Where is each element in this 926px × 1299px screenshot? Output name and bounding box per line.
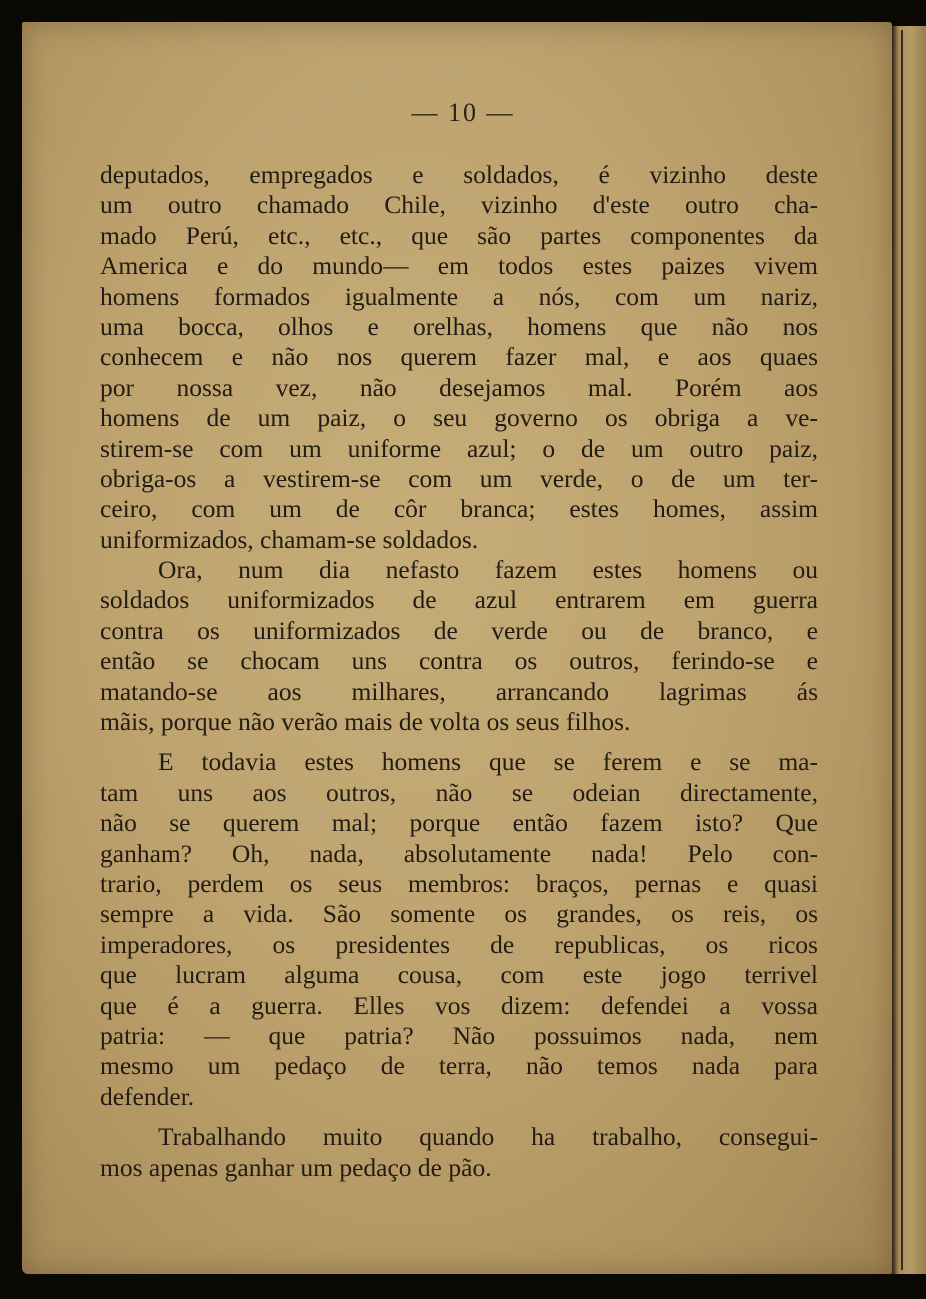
text-line: então se chocam uns contra os outros, ferindo-se e	[100, 646, 818, 676]
text-line: trario, perdem os seus membros: braços, pernas e quasi	[100, 868, 818, 898]
binding-line	[901, 30, 903, 1270]
text-line: um outro chamado Chile, vizinho d'este outro cha-	[100, 190, 818, 220]
text-line: ganham? Oh, nada, absolutamente nada! Pelo con-	[100, 838, 818, 868]
page-number: — 10 —	[411, 98, 515, 127]
text-line: stirem-se com um uniforme azul; o de um outro paiz,	[100, 433, 818, 463]
text-line: imperadores, os presidentes de republicas, os ricos	[100, 929, 818, 959]
text-line: contra os uniformizados de verde ou de branco, e	[100, 615, 818, 645]
text-line: ceiro, com um de côr branca; estes homes, assim	[100, 494, 818, 524]
text-line: sempre a vida. São somente os grandes, os reis, os	[100, 899, 818, 929]
text-line: mos apenas ganhar um pedaço de pão.	[100, 1152, 492, 1182]
text-line: America e do mundo— em todos estes paizes vivem	[100, 251, 818, 281]
text-line: que é a guerra. Elles vos dizem: defendei a vossa	[100, 990, 818, 1020]
text-line: tam uns aos outros, não se odeian directamente,	[100, 777, 818, 807]
page-edge	[892, 26, 926, 1274]
paragraph-1	[100, 160, 818, 555]
text-line: homens de um paiz, o seu governo os obriga a ve-	[100, 403, 818, 433]
body-text	[100, 160, 818, 1183]
text-line: deputados, empregados e soldados, é vizinho deste	[100, 160, 818, 189]
paragraph-2	[100, 555, 818, 737]
text-line: uniformizados, chamam-se soldados.	[100, 524, 479, 554]
text-line: Ora, num dia nefasto fazem estes homens ou	[158, 555, 818, 585]
text-line: que lucram alguma cousa, com este jogo terrivel	[100, 960, 818, 990]
text-line: uma bocca, olhos e orelhas, homens que não nos	[100, 311, 818, 341]
text-line: E todavia estes homens que se ferem e se ma-	[158, 747, 818, 777]
text-line: defender.	[100, 1081, 195, 1111]
text-line: conhecem e não nos querem fazer mal, e aos quaes	[100, 342, 818, 372]
paragraph-3	[100, 747, 818, 1112]
text-line: soldados uniformizados de azul entrarem em guerra	[100, 585, 818, 615]
text-line: Trabalhando muito quando ha trabalho, consegui-	[158, 1122, 818, 1152]
text-line: matando-se aos milhares, arrancando lagrimas ás	[100, 676, 818, 706]
text-line: patria: — que patria? Não possuimos nada, nem	[100, 1020, 818, 1050]
text-line: mesmo um pedaço de terra, não temos nada para	[100, 1051, 818, 1081]
text-line: homens formados igualmente a nós, com um nariz,	[100, 281, 818, 311]
text-line: por nossa vez, não desejamos mal. Porém aos	[100, 372, 818, 402]
text-line: mado Perú, etc., etc., que são partes componentes da	[100, 220, 818, 250]
paragraph-4	[100, 1122, 818, 1183]
text-line: mãis, porque não verão mais de volta os seus filhos.	[100, 707, 631, 737]
text-line: não se querem mal; porque então fazem isto? Que	[100, 808, 818, 838]
text-line: obriga-os a vestirem-se com um verde, o de um ter-	[100, 463, 818, 493]
